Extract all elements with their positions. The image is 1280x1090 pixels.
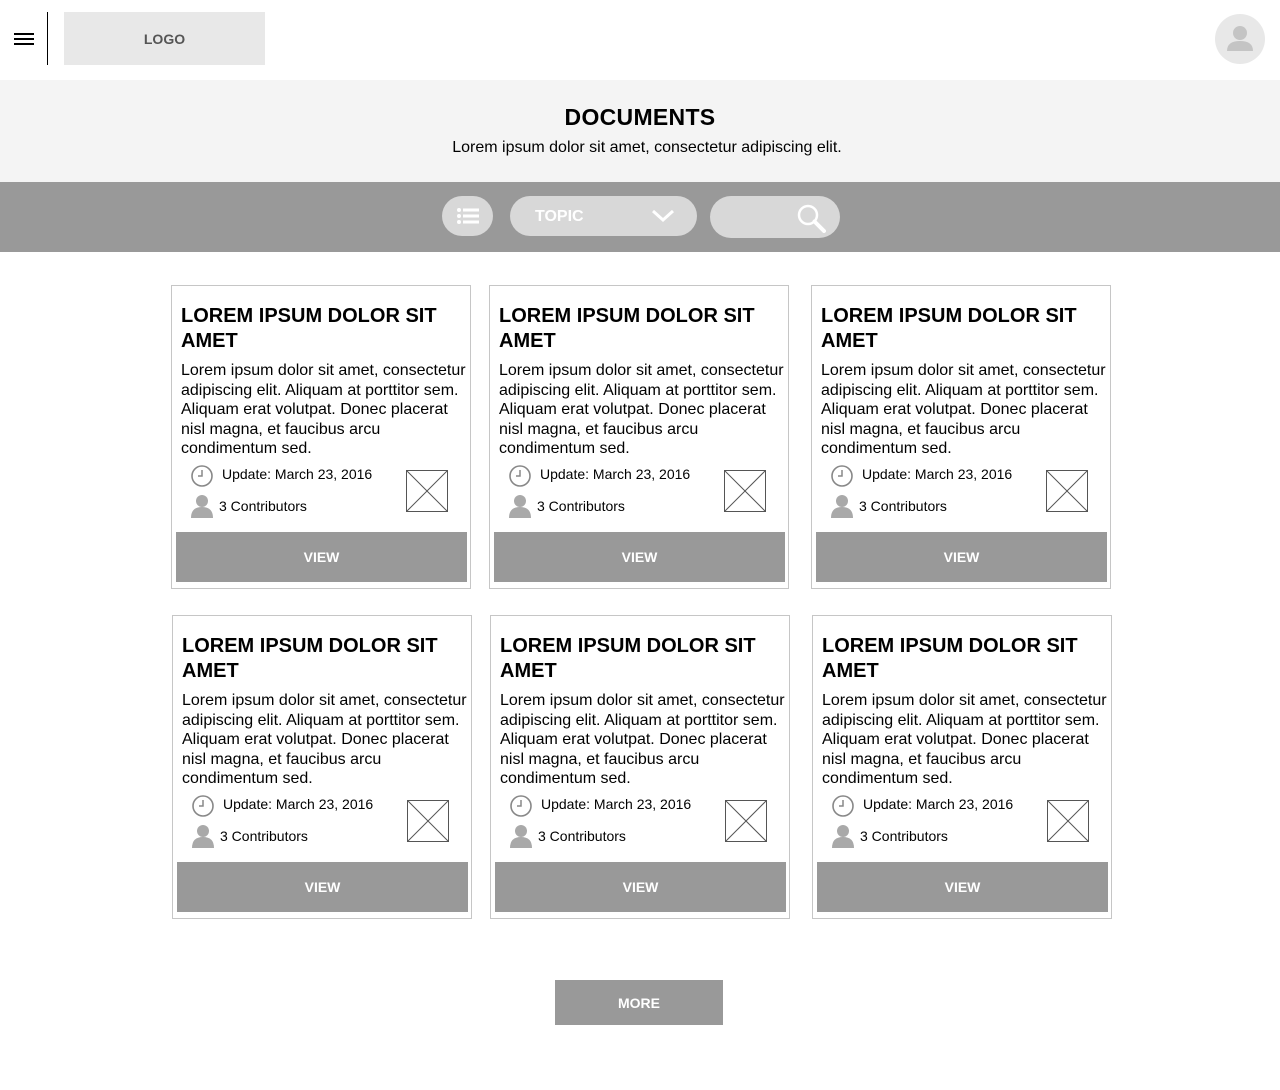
card-title: LOREM IPSUM DOLOR SIT AMET	[821, 305, 1077, 352]
user-icon	[190, 494, 214, 518]
card-description: Lorem ipsum dolor sit amet, consectetur adipiscing elit. Aliquam at porttitor sem. Aliquam erat volutpat. Donec placerat nisl magna, et faucibus arcu condimentum sed.	[821, 362, 1106, 457]
clock-icon	[191, 794, 215, 818]
clock-icon	[830, 464, 854, 488]
view-button[interactable]: VIEW	[816, 532, 1107, 582]
user-icon	[509, 824, 533, 848]
page-subtitle: Lorem ipsum dolor sit amet, consectetur adipiscing elit.	[452, 139, 842, 156]
card-title: LOREM IPSUM DOLOR SIT AMET	[822, 635, 1078, 682]
view-button[interactable]: VIEW	[817, 862, 1108, 912]
top-bar	[0, 0, 1280, 80]
document-card	[490, 615, 790, 919]
document-card	[489, 285, 789, 589]
update-date: Update: March 23, 2016	[541, 796, 692, 812]
search-box[interactable]	[710, 196, 840, 238]
view-button[interactable]: VIEW	[177, 862, 468, 912]
clock-icon	[508, 464, 532, 488]
user-icon	[1215, 14, 1265, 64]
topic-dropdown[interactable]	[510, 196, 697, 236]
card-title: LOREM IPSUM DOLOR SIT AMET	[500, 635, 756, 682]
logo[interactable]: LOGO	[64, 12, 265, 65]
card-description: Lorem ipsum dolor sit amet, consectetur adipiscing elit. Aliquam at porttitor sem. Aliquam erat volutpat. Donec placerat nisl magna, et faucibus arcu condimentum sed.	[181, 362, 466, 457]
hamburger-icon[interactable]	[14, 31, 34, 47]
card-description: Lorem ipsum dolor sit amet, consectetur adipiscing elit. Aliquam at porttitor sem. Aliquam erat volutpat. Donec placerat nisl magna, et faucibus arcu condimentum sed.	[500, 692, 785, 787]
clock-icon	[509, 794, 533, 818]
update-date: Update: March 23, 2016	[223, 796, 374, 812]
contributors-count: 3 Contributors	[859, 498, 947, 514]
list-view-button[interactable]	[442, 196, 493, 236]
document-card	[812, 615, 1112, 919]
view-button[interactable]: VIEW	[495, 862, 786, 912]
update-date: Update: March 23, 2016	[863, 796, 1014, 812]
card-description: Lorem ipsum dolor sit amet, consectetur adipiscing elit. Aliquam at porttitor sem. Aliquam erat volutpat. Donec placerat nisl magna, et faucibus arcu condimentum sed.	[822, 692, 1107, 787]
image-placeholder-icon	[725, 800, 767, 842]
card-title: LOREM IPSUM DOLOR SIT AMET	[499, 305, 755, 352]
chevron-down-icon	[651, 209, 675, 223]
contributors-count: 3 Contributors	[220, 828, 308, 844]
view-button[interactable]: VIEW	[176, 532, 467, 582]
image-placeholder-icon	[407, 800, 449, 842]
filter-bar	[0, 182, 1280, 252]
image-placeholder-icon	[1047, 800, 1089, 842]
view-button[interactable]: VIEW	[494, 532, 785, 582]
more-button[interactable]: MORE	[555, 980, 723, 1025]
contributors-count: 3 Contributors	[860, 828, 948, 844]
contributors-count: 3 Contributors	[537, 498, 625, 514]
document-card	[172, 615, 472, 919]
card-title: LOREM IPSUM DOLOR SIT AMET	[181, 305, 437, 352]
contributors-count: 3 Contributors	[538, 828, 626, 844]
card-description: Lorem ipsum dolor sit amet, consectetur adipiscing elit. Aliquam at porttitor sem. Aliquam erat volutpat. Donec placerat nisl magna, et faucibus arcu condimentum sed.	[499, 362, 784, 457]
update-date: Update: March 23, 2016	[862, 466, 1013, 482]
page-header	[0, 80, 1280, 182]
search-icon[interactable]	[796, 203, 826, 233]
user-icon	[830, 494, 854, 518]
user-avatar[interactable]	[1215, 14, 1265, 64]
list-icon	[457, 208, 479, 224]
image-placeholder-icon	[1046, 470, 1088, 512]
update-date: Update: March 23, 2016	[540, 466, 691, 482]
image-placeholder-icon	[406, 470, 448, 512]
card-description: Lorem ipsum dolor sit amet, consectetur adipiscing elit. Aliquam at porttitor sem. Aliquam erat volutpat. Donec placerat nisl magna, et faucibus arcu condimentum sed.	[182, 692, 467, 787]
user-icon	[831, 824, 855, 848]
topic-label: TOPIC	[535, 208, 584, 225]
card-title: LOREM IPSUM DOLOR SIT AMET	[182, 635, 438, 682]
update-date: Update: March 23, 2016	[222, 466, 373, 482]
document-card	[811, 285, 1111, 589]
contributors-count: 3 Contributors	[219, 498, 307, 514]
page-title: DOCUMENTS	[564, 104, 716, 130]
document-card	[171, 285, 471, 589]
user-icon	[191, 824, 215, 848]
clock-icon	[831, 794, 855, 818]
user-icon	[508, 494, 532, 518]
image-placeholder-icon	[724, 470, 766, 512]
header-divider	[47, 12, 48, 65]
search-input[interactable]	[724, 204, 798, 230]
clock-icon	[190, 464, 214, 488]
